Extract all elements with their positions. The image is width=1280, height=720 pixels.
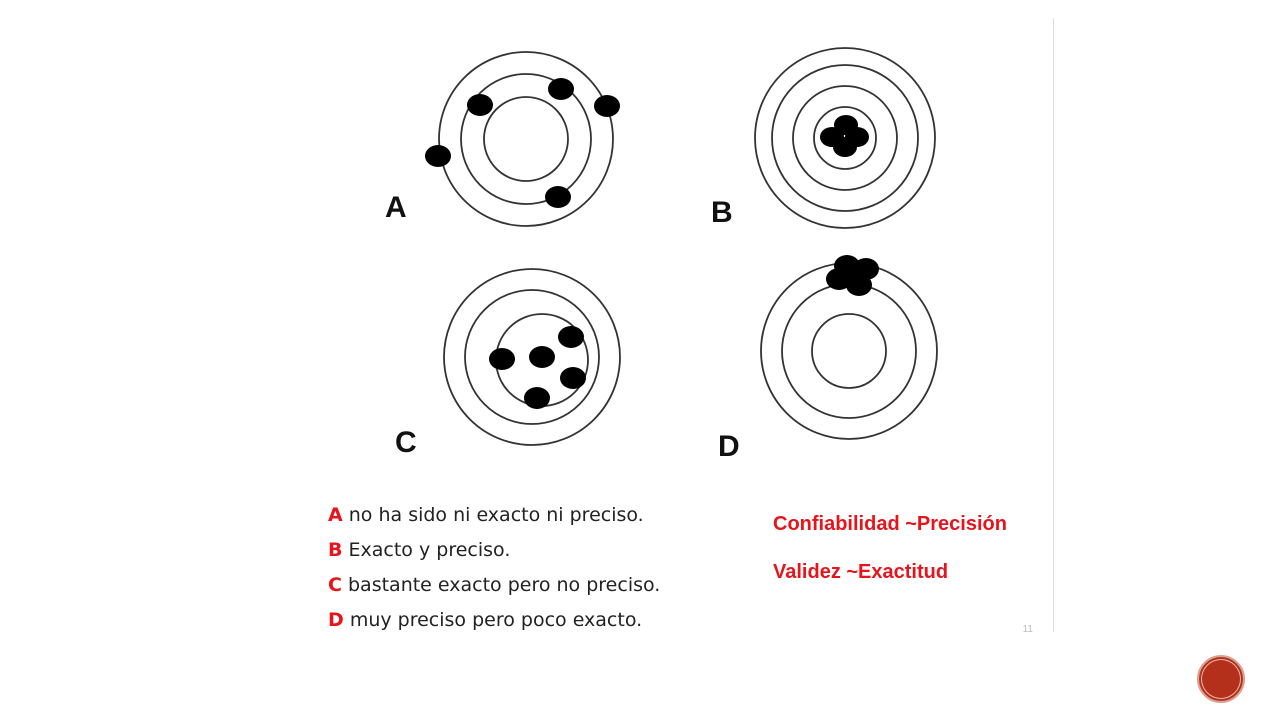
- legend-text: Exacto y preciso.: [342, 539, 511, 561]
- hit-mark: [833, 137, 857, 157]
- hit-mark: [489, 348, 515, 370]
- legend-item: [328, 568, 660, 603]
- legend-letter: D: [328, 609, 344, 631]
- target-ring: [812, 314, 886, 388]
- target-ring: [782, 284, 916, 418]
- hit-mark: [545, 186, 571, 208]
- targets-diagram: [315, 18, 1053, 488]
- relation-reliability: Confiabilidad ~Precisión: [773, 513, 1007, 535]
- slide-nav-button[interactable]: [1197, 655, 1245, 703]
- legend-item: [328, 533, 660, 568]
- relation-validity: Validez ~Exactitud: [773, 561, 949, 583]
- hit-mark: [529, 346, 555, 368]
- target-label-c: C: [395, 426, 417, 459]
- legend-letter: B: [328, 539, 343, 561]
- target-ring: [439, 52, 613, 226]
- target-c: [444, 269, 620, 445]
- legend-text: bastante exacto pero no preciso.: [341, 574, 661, 596]
- target-a: [425, 52, 620, 226]
- legend-text: muy preciso pero poco exacto.: [343, 609, 643, 631]
- hit-mark: [560, 367, 586, 389]
- target-label-b: B: [711, 196, 733, 229]
- hit-mark: [548, 78, 574, 100]
- legend: [328, 498, 660, 638]
- hit-mark: [840, 265, 862, 285]
- hit-mark: [467, 94, 493, 116]
- hit-mark: [594, 95, 620, 117]
- hit-mark: [425, 145, 451, 167]
- legend-text: no ha sido ni exacto ni preciso.: [342, 504, 644, 526]
- legend-item: [328, 603, 660, 638]
- hit-mark: [558, 326, 584, 348]
- legend-item: [328, 498, 660, 533]
- page-number: 11: [1022, 624, 1033, 635]
- slide-content: [315, 18, 1054, 635]
- target-label-a: A: [385, 191, 407, 224]
- target-d: [761, 255, 937, 439]
- target-label-d: D: [718, 430, 740, 463]
- legend-letter: A: [328, 504, 343, 526]
- hit-mark: [524, 387, 550, 409]
- legend-letter: C: [328, 574, 342, 596]
- target-b: [755, 48, 935, 228]
- target-ring: [484, 97, 568, 181]
